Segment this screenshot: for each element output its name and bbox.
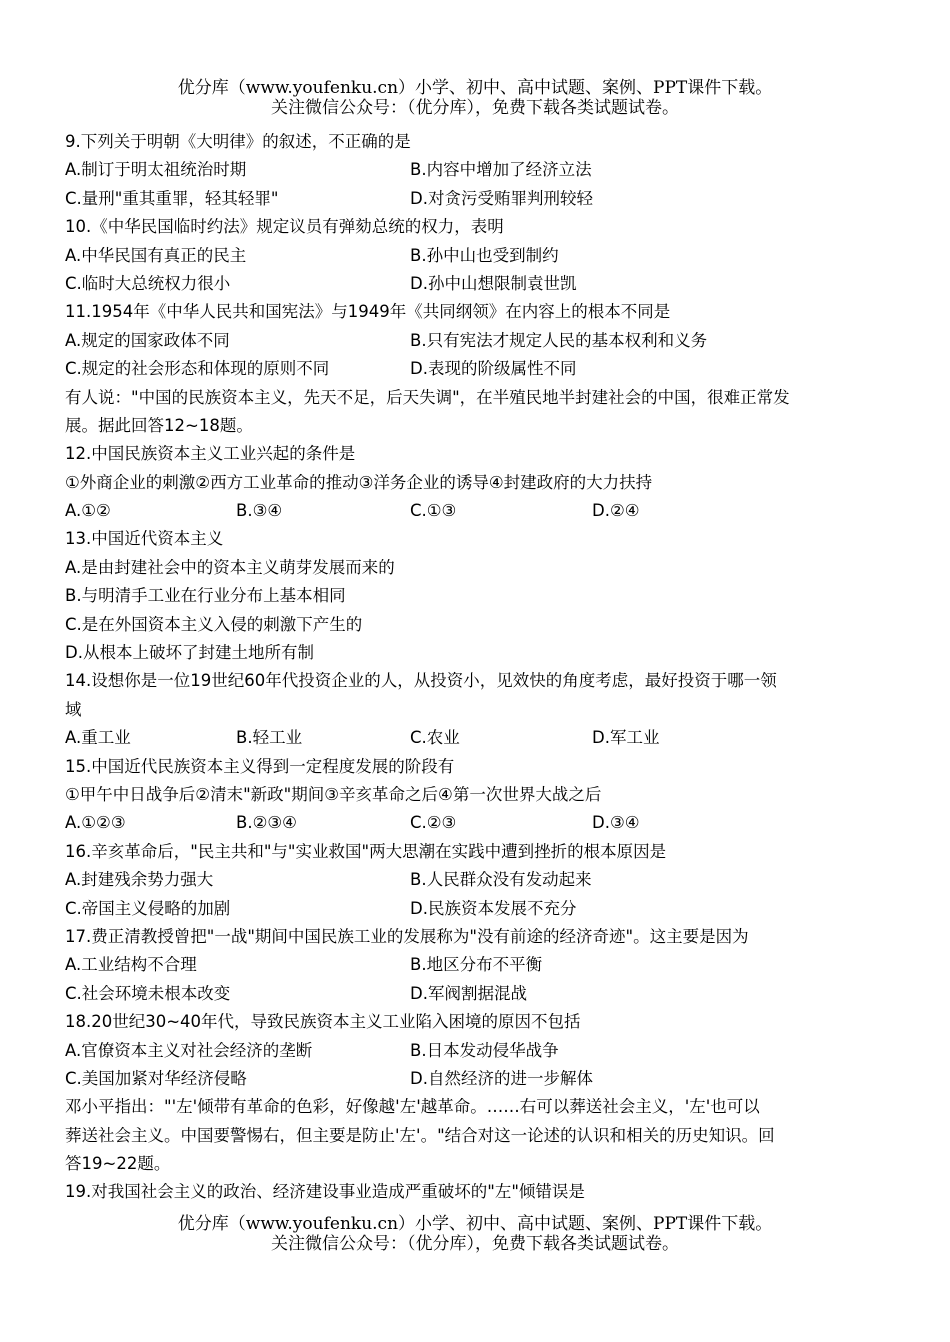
- passage-intro-1-line-2: 展。据此回答12~18题。: [65, 415, 253, 435]
- question-12-items: ①外商企业的刺激②西方工业革命的推动③洋务企业的诱导④封建政府的大力扶持: [65, 472, 653, 492]
- option-b: B.地区分布不平衡: [410, 955, 543, 975]
- option-a: A.官僚资本主义对社会经济的垄断: [65, 1040, 313, 1060]
- option-d: D.③④: [592, 813, 640, 833]
- passage-intro-2-line-1: 邓小平指出："'左'倾带有革命的色彩，好像越'左'越革命。……右可以葬送社会主义，'左'也可以: [65, 1097, 760, 1117]
- question-15-stem: 15.中国近代民族资本主义得到一定程度发展的阶段有: [65, 756, 455, 776]
- option-a: A.封建残余势力强大: [65, 870, 214, 890]
- question-13-stem: 13.中国近代资本主义: [65, 529, 224, 549]
- option-c: C.社会环境未根本改变: [65, 983, 231, 1003]
- question-18-options-row-2: [65, 1065, 875, 1093]
- question-10-options-row-2: [65, 270, 875, 298]
- option-b: B.与明清手工业在行业分布上基本相同: [65, 586, 346, 606]
- option-b: B.人民群众没有发动起来: [410, 870, 592, 890]
- question-11-options-row-2: [65, 355, 875, 383]
- option-d: D.②④: [592, 501, 640, 521]
- question-14-options: [65, 724, 875, 752]
- question-10-stem: 10.《中华民国临时约法》规定议员有弹劾总统的权力，表明: [65, 217, 504, 237]
- option-b: B.只有宪法才规定人民的基本权利和义务: [410, 330, 708, 350]
- question-16-stem: 16.辛亥革命后，"民主共和"与"实业救国"两大思潮在实践中遭到挫折的根本原因是: [65, 841, 667, 861]
- option-d: D.对贪污受贿罪判刑较轻: [410, 188, 593, 208]
- question-18-stem: 18.20世纪30~40年代，导致民族资本主义工业陷入困境的原因不包括: [65, 1012, 581, 1032]
- option-b: B.②③④: [236, 813, 297, 833]
- option-d: D.军阀割据混战: [410, 983, 527, 1003]
- question-10-options-row-1: [65, 242, 875, 270]
- option-c: C.①③: [410, 501, 457, 521]
- question-16-options-row-2: [65, 895, 875, 923]
- option-c: C.农业: [410, 728, 460, 748]
- option-c: C.帝国主义侵略的加剧: [65, 898, 231, 918]
- question-16-options-row-1: [65, 866, 875, 894]
- header-line-1: 优分库（www.youfenku.cn）小学、初中、高中试题、案例、PPT课件下载。: [177, 78, 773, 98]
- header-line-2: 关注微信公众号：（优分库），免费下载各类试题试卷。: [271, 98, 679, 118]
- passage-intro-2-line-2: 葬送社会主义。中国要警惕右，但主要是防止'左'。"结合对这一论述的认识和相关的历史知识。回: [65, 1125, 775, 1145]
- question-12-options: [65, 497, 875, 525]
- question-17-stem: 17.费正清教授曾把"一战"期间中国民族工业的发展称为"没有前途的经济奇迹"。这主要是因为: [65, 926, 749, 946]
- question-17-options-row-2: [65, 980, 875, 1008]
- option-a: A.是由封建社会中的资本主义萌芽发展而来的: [65, 557, 395, 577]
- question-14-stem-line-1: 14.设想你是一位19世纪60年代投资企业的人，从投资小，见效快的角度考虑，最好投资于哪一领: [65, 671, 777, 691]
- option-c: C.美国加紧对华经济侵略: [65, 1068, 247, 1088]
- option-b: B.内容中增加了经济立法: [410, 160, 592, 180]
- question-12-stem: 12.中国民族资本主义工业兴起的条件是: [65, 444, 356, 464]
- option-d: D.从根本上破坏了封建土地所有制: [65, 643, 314, 663]
- option-a: A.工业结构不合理: [65, 955, 197, 975]
- option-c: C.临时大总统权力很小: [65, 273, 231, 293]
- question-9-options-row-2: [65, 185, 875, 213]
- page-footer: [0, 1214, 950, 1254]
- question-15-items: ①甲午中日战争后②清末"新政"期间③辛亥革命之后④第一次世界大战之后: [65, 784, 602, 804]
- question-15-options: [65, 809, 875, 837]
- option-c: C.量刑"重其重罪，轻其轻罪": [65, 188, 279, 208]
- option-a: A.①②③: [65, 813, 126, 833]
- question-11-stem: 11.1954年《中华人民共和国宪法》与1949年《共同纲领》在内容上的根本不同是: [65, 302, 671, 322]
- option-d: D.孙中山想限制袁世凯: [410, 273, 577, 293]
- option-a: A.重工业: [65, 728, 131, 748]
- option-a: A.制订于明太祖统治时期: [65, 160, 247, 180]
- option-a: A.①②: [65, 501, 111, 521]
- option-b: B.日本发动侵华战争: [410, 1040, 559, 1060]
- option-c: C.②③: [410, 813, 457, 833]
- option-a: A.规定的国家政体不同: [65, 330, 230, 350]
- option-d: D.民族资本发展不充分: [410, 898, 577, 918]
- question-19-stem: 19.对我国社会主义的政治、经济建设事业造成严重破坏的"左"倾错误是: [65, 1182, 585, 1202]
- footer-line-2: 关注微信公众号：（优分库），免费下载各类试题试卷。: [271, 1234, 679, 1254]
- question-content: [65, 128, 875, 1207]
- option-b: B.轻工业: [236, 728, 303, 748]
- question-14-stem-line-2: 域: [65, 699, 82, 719]
- option-c: C.规定的社会形态和体现的原则不同: [65, 359, 330, 379]
- question-18-options-row-1: [65, 1037, 875, 1065]
- question-11-options-row-1: [65, 327, 875, 355]
- option-b: B.孙中山也受到制约: [410, 245, 559, 265]
- option-b: B.③④: [236, 501, 283, 521]
- passage-intro-1-line-1: 有人说："中国的民族资本主义，先天不足，后天失调"，在半殖民地半封建社会的中国，很难正常发: [65, 387, 790, 407]
- question-9-stem: 9.下列关于明朝《大明律》的叙述，不正确的是: [65, 132, 411, 151]
- option-a: A.中华民国有真正的民主: [65, 245, 247, 265]
- option-d: D.军工业: [592, 728, 660, 748]
- passage-intro-2-line-3: 答19~22题。: [65, 1154, 171, 1174]
- page-header: [0, 78, 950, 118]
- option-c: C.是在外国资本主义入侵的刺激下产生的: [65, 614, 363, 634]
- option-d: D.表现的阶级属性不同: [410, 359, 577, 379]
- footer-line-1: 优分库（www.youfenku.cn）小学、初中、高中试题、案例、PPT课件下载。: [177, 1214, 773, 1234]
- question-17-options-row-1: [65, 951, 875, 979]
- option-d: D.自然经济的进一步解体: [410, 1068, 593, 1088]
- question-9-options-row-1: [65, 156, 875, 184]
